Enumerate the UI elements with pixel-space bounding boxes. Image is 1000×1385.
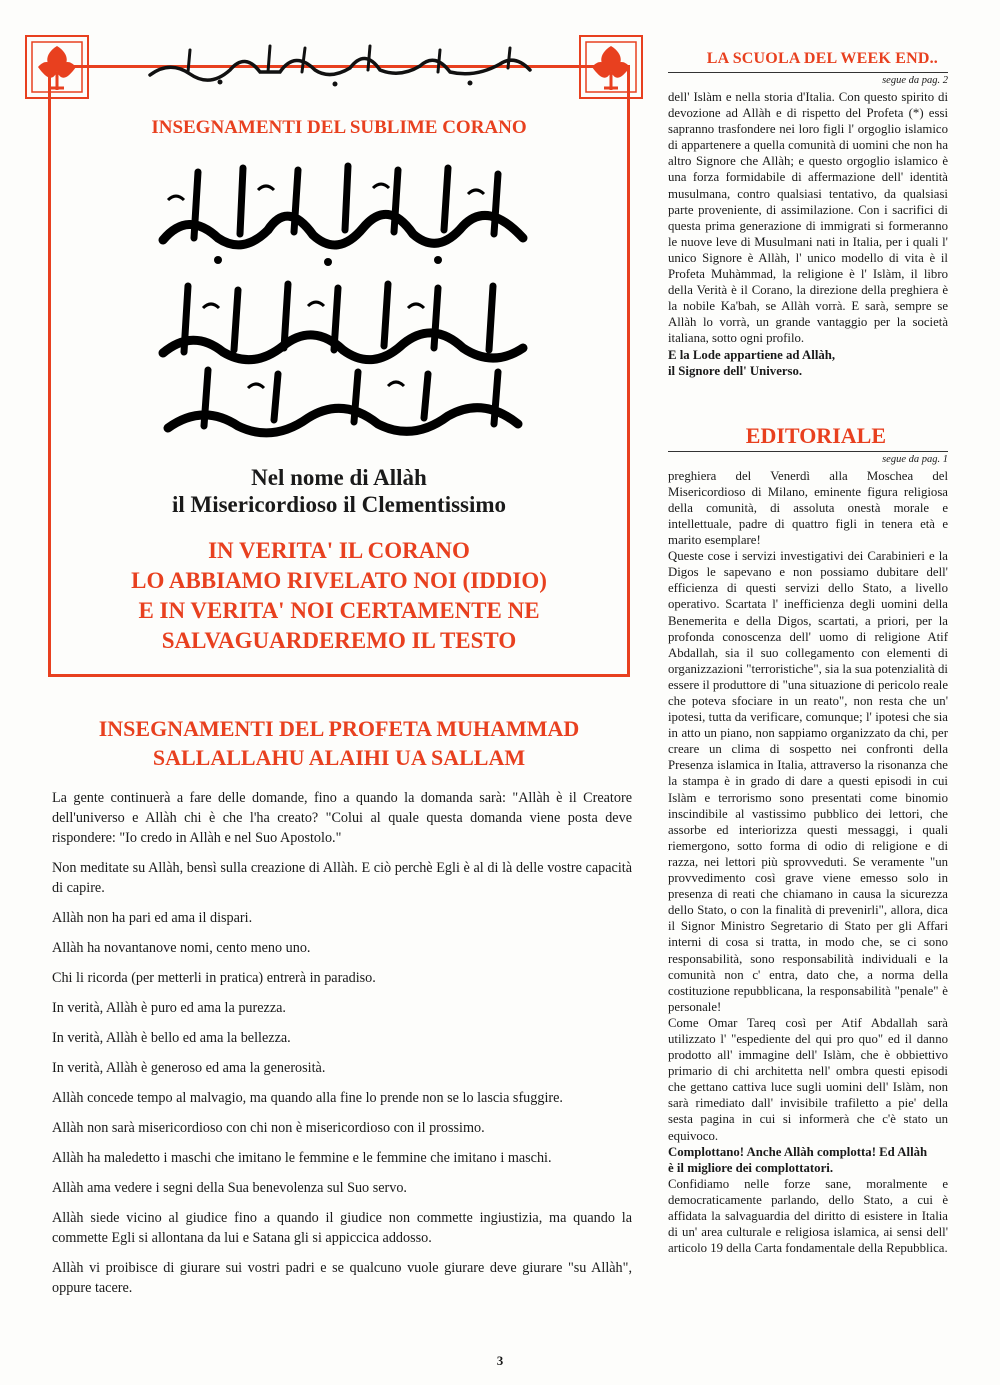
editoriale-paragraph: Queste cose i servizi investigativi dei Carabinieri e la Digos le sapevano e non possiamo dubitare dell' efficienza di questi servizi dello Stato, a livello operativo. Scartata l' inefficienza degli uomini della Benemerita e della Digos, scartati, a priori, per la profonda conoscenza dell' uomo di religione Atif Abdallah, sia il suo collegamento con elementi di organizzazioni "terroristiche", sia la sua potenzialità di essere il produttore di "una situazione di pericolo reale che poteva sfociare in un reato", non resta che un' ipotesi, tutta da verificare, comunque; l' ipotesi che sia in atto un piano, non sappiamo organizzato da chi, per creare un clima di sospetto nei confronti della Presenza islamica in Italia, attraverso la risonanza che la stampa è in grado di dare a questi episodi in cui Islàm e terrorismo sono presentati come binomio inscindibile al vastissimo pubblico dei lettori, che assorbe ed interiorizza questi messaggi, i quali riemergono, sotto forma di odio di religione e di razza, nei lettori più sprovveduti. Se veramente "un provvedimento così grave viene emesso solo in presenza di reati che chiamano in causa la sicurezza dello Stato, o con la finalità di prevenirli", allora, dica il Signor Ministro Segretario di Stato per gli Affari interni di cosa si tratta, in modo che, se ci sono responsabilità, sono responsabilità individuali e la comunità non c' entra, dato che, a norma della costituzione repubblicana, la responsabilità "penale" è personale! <box>668 549 948 1014</box>
page-number: 3 <box>496 1353 504 1368</box>
scuola-closing-1: E la Lode appartiene ad Allàh, <box>668 347 836 362</box>
hadith-item: La gente continuerà a fare delle domande, fino a quando la domanda sarà: "Allàh è il Creatore dell'universo e Allàh chi è che l'ha creato? "Colui al quale questa domanda viene posta deve rispondere: "Io credo in Allàh e nel Suo Apostolo." <box>52 790 632 846</box>
editoriale-paragraph: Come Omar Tareq così per Atif Abdallah sarà utilizzato l' "espediente del qui pro quo" ed il danno prodotto all' immagine dell' Islàm, che è obbiettivo primario di chi architetta nell' ombra questi episodi che gettano cattiva luce sugli uomini dell' Islàm, non sarà rimediato dall' invisibile trafiletto a pie' della sesta pagina in cui si informerà che c'è stato un equivoco. <box>668 1015 948 1143</box>
hadith-item: Allàh ha novantanove nomi, cento meno uno. <box>52 940 311 956</box>
heading-rule <box>668 72 948 73</box>
hadith-item: Allàh non ha pari ed ama il dispari. <box>52 910 253 926</box>
ornament-corner-icon <box>576 32 646 102</box>
hadith-item: Allàh ha maledetto i maschi che imitano le femmine e le femmine che imitano i maschi. <box>52 1150 552 1166</box>
hadith-item: In verità, Allàh è bello ed ama la bellezza. <box>52 1030 291 1046</box>
hadith-item: Allàh vi proibisce di giurare sui vostri padri e se qualcuno vuole giurare deve giurare "su Allàh", oppure tacere. <box>52 1260 632 1296</box>
quran-truth-lines: IN VERITA' IL CORANO LO ABBIAMO RIVELATO NOI (IDDIO) E IN VERITA' NOI CERTAMENTE NE SALVAGUARDEREMO IL TESTO <box>131 538 547 653</box>
hadith-list <box>52 788 632 1308</box>
editoriale-heading: EDITORIALE <box>745 422 886 448</box>
name-of-allah-lines: Nel nome di Allàh il Misericordioso il Clementissimo <box>171 465 507 517</box>
bismillah-calligraphy-icon <box>148 160 538 270</box>
editoriale-paragraph: preghiera del Venerdì alla Moschea del Misericordioso di Milano, eminente figura religiosa della comunità, di assoluta onestà morale e intellettuale, padre di quattro figli in tenera età e marito esemplare! <box>668 468 948 548</box>
editoriale-paragraph: Confidiamo nelle forze sane, moralmente e democraticamente parlando, dello Stato, a cui è affidata la salvaguardia del diritto di esistere in Italia di un' area culturale e religiosa islamica, ai sensi dell' articolo 19 della Carta fondamentale della Repubblica. <box>668 1176 948 1256</box>
hadith-item: Allàh ama vedere i segni della Sua benevolenza sul Suo servo. <box>52 1180 407 1196</box>
prophet-section-heading: INSEGNAMENTI DEL PROFETA MUHAMMAD SALLALLAHU ALAIHI UA SALLAM <box>98 716 580 770</box>
scuola-body: dell' Islàm e nella storia d'Italia. Con questo spirito di devozione ad Allàh e di rispetto del Profeta (*) essi sapranno trasfondere nei loro figli l' orgoglio islamico di appartenere a quella comunità di uomini che non ha altro Signore che Allàh; e questo orgoglio islamico è una forza formidabile di affermazione dell' identità musulmana, contro qualsiasi tentativo, da qualsiasi parte proveniente, di assimilazione. Con i sacrifici di questa prima generazione di immigrati si formeranno le nuove leve di Musulmani nati in Italia, per i quali l' unico Signore è Allàh, l' unico modello di vita è il Profeta Muhàmmad, la religione è l' Islàm, il libro della Verità è il Corano, la direzione della preghiera è la nobile Ka'bah, se Allàh vorrà. E sarà, sempre se Allàh lo vorrà, un grande vantaggio per la società italiana, sotto ogni profilo. <box>668 90 948 346</box>
right-column <box>668 48 948 1256</box>
quran-section-heading: INSEGNAMENTI DEL SUBLIME CORANO <box>151 117 527 138</box>
hadith-item: Allàh non sarà misericordioso con chi non è misericordioso con il prossimo. <box>52 1120 485 1136</box>
ornament-corner-icon <box>22 32 92 102</box>
hadith-item: Chi li ricorda (per metterli in pratica) entrerà in paradiso. <box>52 970 376 986</box>
hadith-item: Allàh siede vicino al giudice fino a quando il giudice non commette ingiustizia, ma quando la commette Egli si allontana da lui e Satana gli si appiccica addosso. <box>52 1210 632 1246</box>
continued-note: segue da pag. 2 <box>882 75 948 86</box>
scuola-closing-2: il Signore dell' Universo. <box>668 363 803 378</box>
heading-rule <box>668 451 948 452</box>
hadith-item: In verità, Allàh è generoso ed ama la generosità. <box>52 1060 326 1076</box>
editoriale-bold-line: Complottano! Anche Allàh complotta! Ed Allàh <box>668 1144 928 1159</box>
continued-note: segue da pag. 1 <box>882 453 948 465</box>
hadith-item: Allàh concede tempo al malvagio, ma quando alla fine lo prende non se lo lascia sfuggire. <box>52 1090 563 1106</box>
quran-verse-calligraphy-icon <box>148 278 538 448</box>
scuola-heading: LA SCUOLA DEL WEEK END.. <box>706 50 938 67</box>
hadith-item: Non meditate su Allàh, bensì sulla creazione di Allàh. E ciò perchè Egli è al di là delle vostre capacità di capire. <box>52 860 632 896</box>
hadith-item: In verità, Allàh è puro ed ama la purezza. <box>52 1000 286 1016</box>
bismillah-calligraphy-icon <box>130 40 550 90</box>
editoriale-bold-line: è il migliore dei complottatori. <box>668 1160 834 1175</box>
